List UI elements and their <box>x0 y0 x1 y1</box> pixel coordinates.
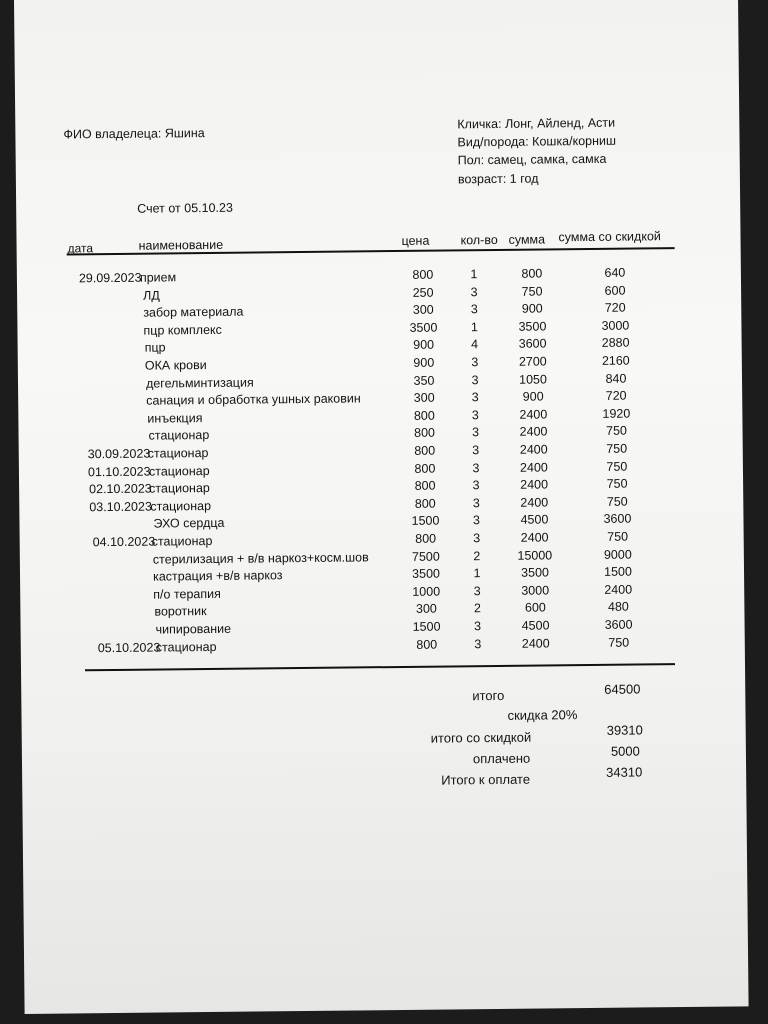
cell-name: прием <box>139 270 177 285</box>
cell-price: 900 <box>413 338 435 353</box>
cell-price: 800 <box>414 496 436 511</box>
cell-qty: 1 <box>473 566 481 581</box>
cell-discount-sum: 750 <box>606 423 628 439</box>
total-discount-label: итого со скидкой <box>430 729 532 746</box>
cell-price: 1000 <box>412 584 441 599</box>
col-header-name: наименование <box>138 237 224 253</box>
cell-name: стационар <box>151 533 213 549</box>
col-header-date: дата <box>67 241 94 256</box>
cell-qty: 3 <box>472 443 480 458</box>
cell-qty: 3 <box>474 636 482 651</box>
cell-price: 350 <box>413 373 435 388</box>
total-label: итого <box>472 687 505 704</box>
cell-date: 04.10.2023 <box>92 534 156 550</box>
cell-discount-sum: 3600 <box>603 511 632 527</box>
cell-qty: 3 <box>473 583 481 599</box>
cell-name: стационар <box>155 639 217 655</box>
col-header-discount-sum: сумма со скидкой <box>558 229 661 245</box>
cell-qty: 3 <box>472 478 480 493</box>
cell-price: 800 <box>414 461 436 476</box>
invoice-title: Счет от 05.10.23 <box>137 200 233 216</box>
pet-breed: Вид/порода: Кошка/корниш <box>457 133 617 150</box>
cell-price: 300 <box>412 302 434 318</box>
cell-qty: 3 <box>474 619 482 634</box>
cell-qty: 3 <box>470 284 478 299</box>
cell-name: забор материала <box>143 304 244 320</box>
cell-discount-sum: 720 <box>605 388 627 404</box>
cell-qty: 3 <box>471 407 479 423</box>
cell-date: 30.09.2023 <box>87 446 151 462</box>
cell-name: стерилизация + в/в наркоз+косм.шов <box>152 549 369 567</box>
cell-discount-sum: 2160 <box>601 353 630 368</box>
cell-discount-sum: 750 <box>606 441 628 456</box>
col-header-price: цена <box>401 233 430 248</box>
cell-discount-sum: 840 <box>605 371 627 386</box>
cell-name: ЛД <box>143 288 160 303</box>
cell-discount-sum: 750 <box>606 494 628 509</box>
pet-age: возраст: 1 год <box>457 171 539 187</box>
cell-sum: 750 <box>521 284 543 299</box>
cell-price: 250 <box>412 285 434 300</box>
cell-discount-sum: 9000 <box>603 547 632 562</box>
cell-name: инъекция <box>147 410 203 426</box>
cell-name: кастрация +в/в наркоз <box>152 568 283 584</box>
cell-sum: 2400 <box>519 424 548 440</box>
cell-date: 05.10.2023 <box>97 640 161 655</box>
cell-price: 800 <box>412 267 434 282</box>
cell-qty: 2 <box>473 601 481 616</box>
cell-discount-sum: 720 <box>604 300 626 316</box>
paid-label: оплачено <box>472 750 531 767</box>
cell-name: дегельминтизация <box>145 375 254 391</box>
cell-price: 3500 <box>409 320 438 335</box>
cell-sum: 900 <box>521 301 543 316</box>
cell-price: 800 <box>414 443 436 458</box>
cell-qty: 4 <box>471 337 479 352</box>
cell-sum: 3500 <box>518 319 547 334</box>
cell-date: 03.10.2023 <box>89 499 152 515</box>
cell-name: ЭХО сердца <box>153 516 225 531</box>
cell-qty: 3 <box>472 495 480 511</box>
cell-qty: 2 <box>473 548 481 563</box>
cell-name: пцр комплекс <box>143 322 222 338</box>
cell-discount-sum: 1500 <box>604 564 633 580</box>
total-discount-value: 39310 <box>606 722 643 738</box>
cell-discount-sum: 3600 <box>604 617 633 632</box>
cell-price: 300 <box>415 601 437 617</box>
cell-discount-sum: 750 <box>608 635 630 650</box>
cell-price: 800 <box>414 478 436 494</box>
cell-sum: 2400 <box>519 407 548 422</box>
cell-date: 29.09.2023 <box>78 270 142 286</box>
cell-discount-sum: 3000 <box>601 318 630 333</box>
total-value: 64500 <box>604 681 641 697</box>
pet-name: Кличка: Лонг, Айленд, Асти <box>457 115 616 132</box>
cell-sum: 4500 <box>520 512 549 528</box>
table-bottom-rule <box>85 663 675 671</box>
cell-discount-sum: 600 <box>604 283 626 298</box>
cell-name: санация и обработка ушных раковин <box>146 391 361 408</box>
owner-name: ФИО владелеца: Яшина <box>63 126 205 142</box>
cell-price: 900 <box>413 355 435 370</box>
cell-name: чипирование <box>155 621 232 637</box>
paid-value: 5000 <box>610 743 640 759</box>
cell-sum: 2400 <box>521 636 550 651</box>
cell-qty: 3 <box>471 355 479 370</box>
cell-qty: 1 <box>470 319 478 335</box>
cell-name: пцр <box>144 340 166 356</box>
cell-price: 3500 <box>412 566 441 582</box>
cell-discount-sum: 2880 <box>601 335 630 351</box>
cell-price: 800 <box>414 426 436 441</box>
cell-qty: 1 <box>470 267 478 282</box>
cell-name: стационар <box>150 498 212 514</box>
cell-qty: 3 <box>471 372 479 387</box>
cell-name: стационар <box>149 481 210 496</box>
cell-date: 01.10.2023 <box>87 464 151 479</box>
cell-sum: 600 <box>524 600 546 616</box>
cell-name: воротник <box>154 604 207 619</box>
cell-date: 02.10.2023 <box>89 481 152 497</box>
cell-sum: 3600 <box>518 336 547 352</box>
amount-due-label: Итого к оплате <box>441 771 531 788</box>
cell-price: 1500 <box>412 619 441 634</box>
cell-price: 800 <box>416 637 438 652</box>
cell-discount-sum: 1920 <box>602 406 631 421</box>
cell-discount-sum: 2400 <box>604 582 633 597</box>
cell-sum: 2700 <box>518 354 547 369</box>
col-header-sum: сумма <box>508 232 546 247</box>
cell-price: 800 <box>415 531 437 546</box>
cell-sum: 800 <box>521 266 543 281</box>
col-header-qty: кол-во <box>460 232 498 248</box>
cell-sum: 1050 <box>519 372 547 387</box>
cell-sum: 15000 <box>517 547 553 563</box>
cell-price: 7500 <box>411 549 440 564</box>
discount-label: скидка 20% <box>507 707 578 723</box>
amount-due-value: 34310 <box>606 764 643 780</box>
cell-discount-sum: 640 <box>604 265 626 280</box>
cell-qty: 3 <box>472 460 480 475</box>
cell-sum: 900 <box>522 389 544 404</box>
cell-qty: 3 <box>471 425 480 440</box>
pet-sex: Пол: самец, самка, самка <box>457 151 607 168</box>
cell-price: 1500 <box>411 513 440 529</box>
cell-discount-sum: 750 <box>606 459 628 474</box>
invoice-paper <box>14 0 749 1014</box>
cell-name: стационар <box>148 463 210 479</box>
cell-sum: 2400 <box>520 495 549 510</box>
cell-price: 800 <box>413 408 435 423</box>
cell-qty: 3 <box>470 302 478 317</box>
cell-discount-sum: 750 <box>607 529 629 544</box>
cell-sum: 2400 <box>520 477 549 492</box>
cell-sum: 2400 <box>519 442 548 457</box>
cell-sum: 4500 <box>521 618 550 633</box>
cell-discount-sum: 750 <box>606 476 628 492</box>
cell-qty: 3 <box>471 390 479 405</box>
cell-name: стационар <box>148 428 210 444</box>
cell-qty: 3 <box>472 513 481 528</box>
cell-sum: 3000 <box>521 583 550 598</box>
cell-sum: 2400 <box>519 460 548 475</box>
cell-discount-sum: 480 <box>607 599 629 615</box>
cell-price: 300 <box>413 390 435 406</box>
cell-qty: 3 <box>473 531 481 546</box>
cell-sum: 3500 <box>521 565 550 580</box>
cell-name: стационар <box>147 445 209 461</box>
cell-name: п/о терапия <box>153 586 221 602</box>
cell-name: ОКА крови <box>144 358 207 373</box>
cell-sum: 2400 <box>520 530 549 545</box>
